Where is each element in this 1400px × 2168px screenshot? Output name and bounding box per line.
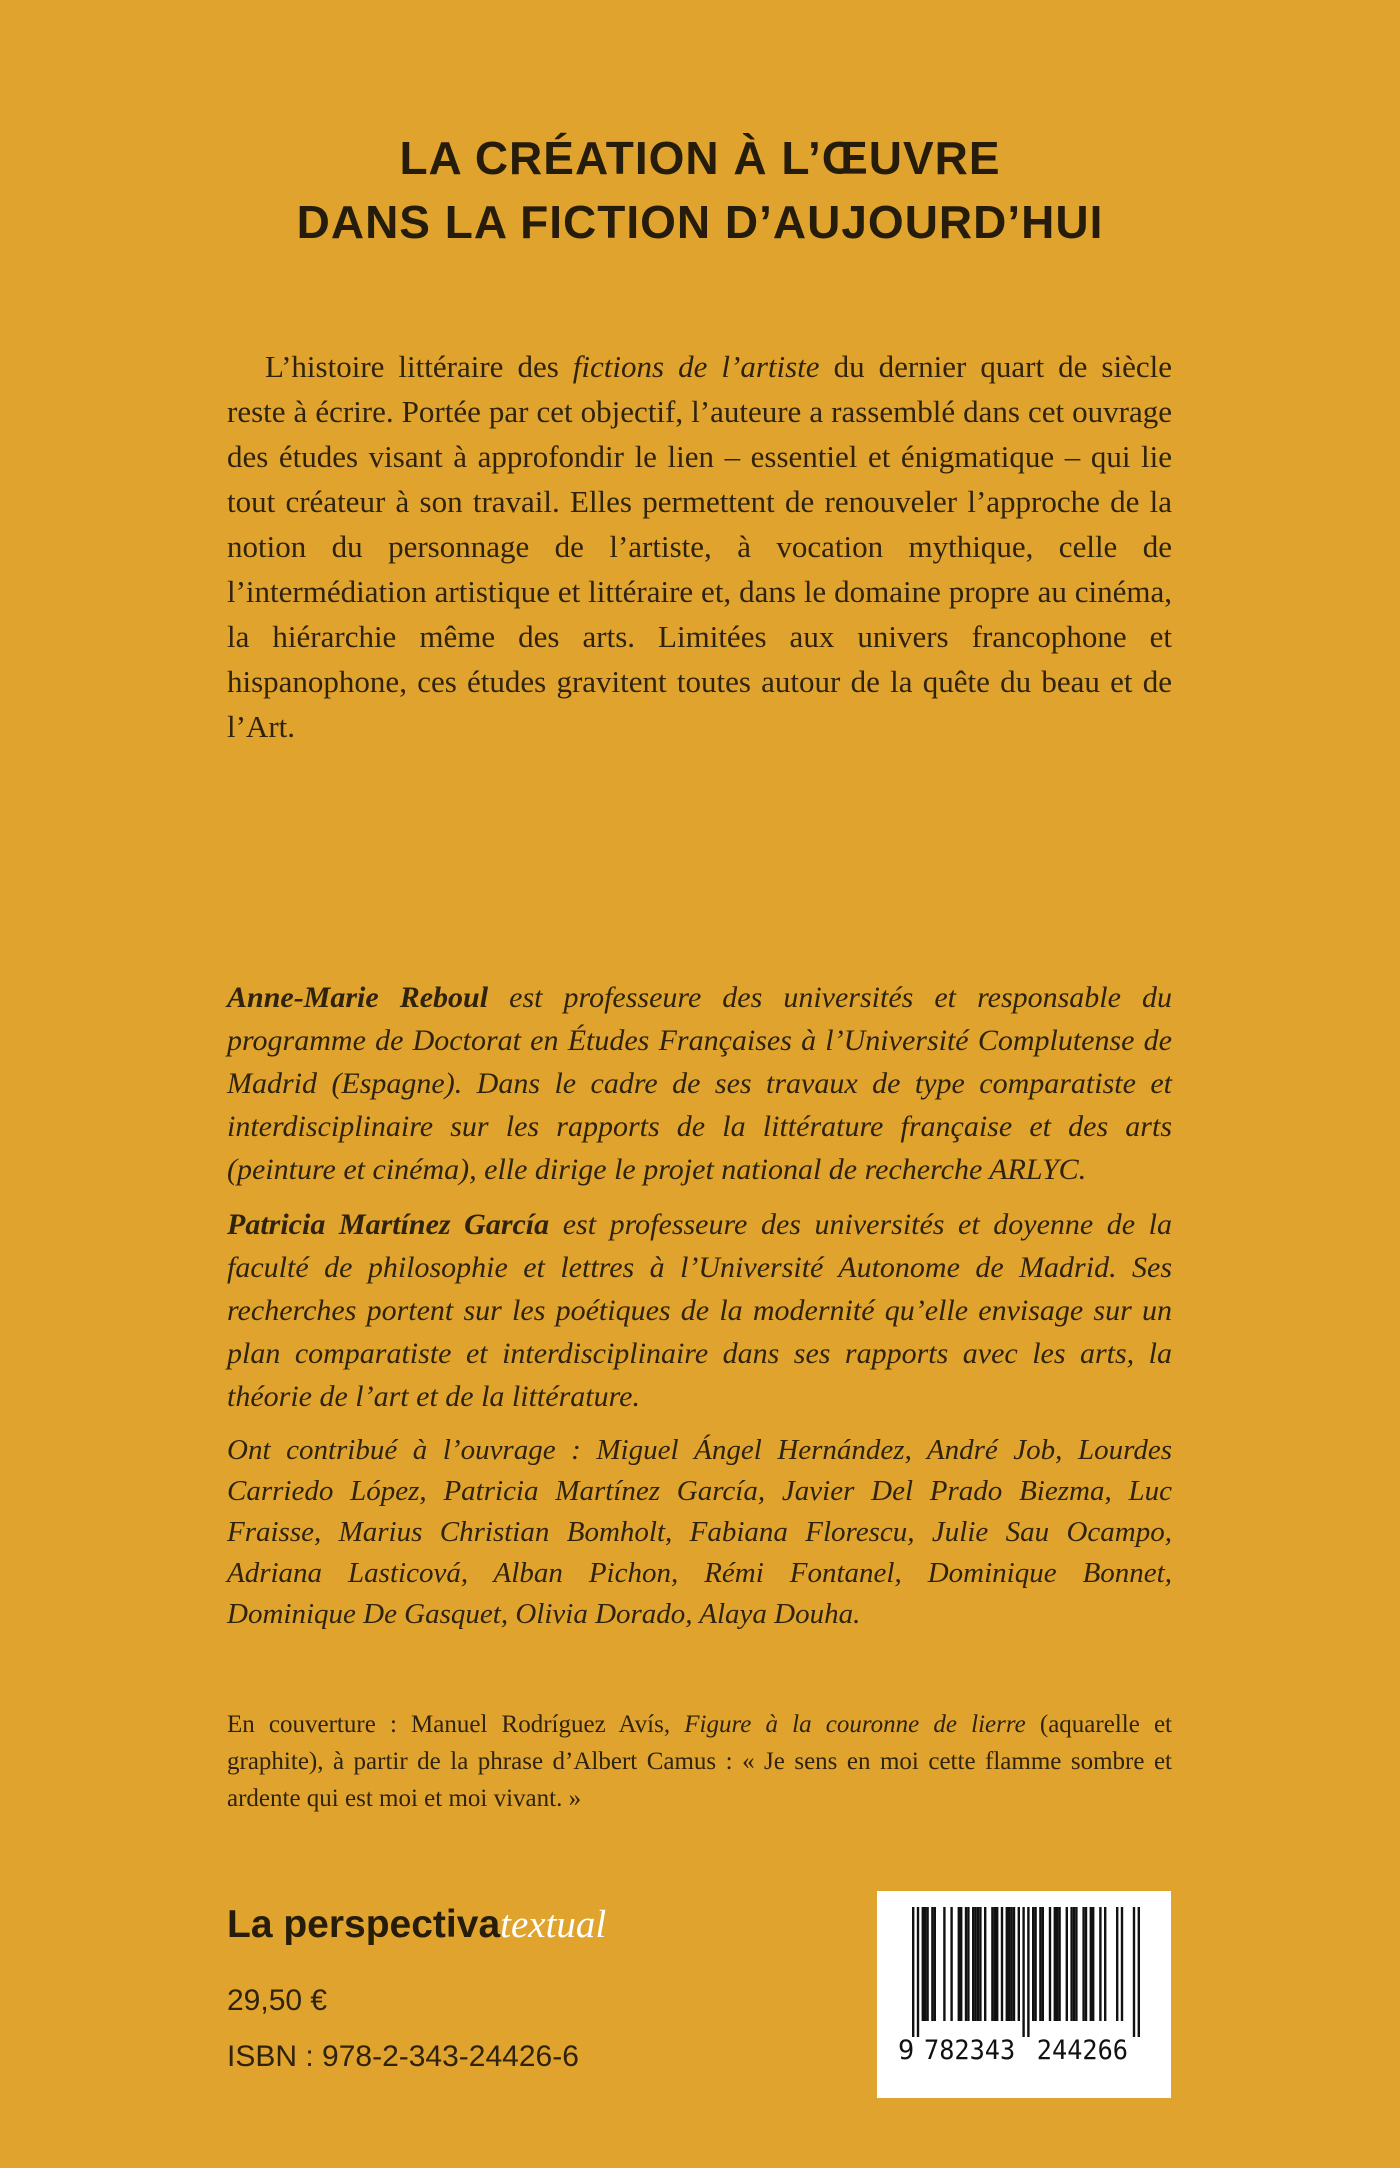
synopsis-paragraph <box>227 344 1172 749</box>
artwork-title: Figure à la couronne de lierre <box>684 1711 1026 1738</box>
author-bio-martinez-text: est professeure des universités et doyenne de la faculté de philosophie et lettres à l’Université Autonome de Madrid. Ses recherches portent sur les poétiques de la modernité qu’elle envisage sur un plan comparatiste et interdisciplinaire dans ses rapports avec les arts, la théorie de l’art et de la littérature. <box>227 1208 1172 1413</box>
author-bio-martinez <box>227 1203 1172 1418</box>
imprint-name-italic: textual <box>500 1903 607 1946</box>
price-label: 29,50 € <box>227 1984 328 2017</box>
author-name-reboul: Anne-Marie Reboul <box>227 981 489 1014</box>
imprint-logo <box>227 1903 606 1947</box>
isbn-label: ISBN : 978-2-343-24426-6 <box>227 2040 579 2073</box>
cover-credit-after: (aquarelle et graphite), à partir de la phrase d’Albert Camus : « Je sens en moi cette flamme sombre et ardente qui est moi et moi vivant. » <box>227 1711 1172 1812</box>
cover-credit-before: En couverture : Manuel Rodríguez Avís, <box>227 1711 685 1738</box>
book-title <box>0 126 1400 254</box>
author-bio-reboul-text: est professeure des universités et responsable du programme de Doctorat en Études Françaises à l’Université Complutense de Madrid (Espagne). Dans le cadre de ses travaux de type comparatiste et interdisciplinaire sur les rapports de la littérature française et des arts (peinture et cinéma), elle dirige le projet national de recherche ARLYC. <box>227 981 1172 1186</box>
author-bio-reboul <box>227 976 1172 1191</box>
book-title-line2: DANS LA FICTION D’AUJOURD’HUI <box>296 196 1104 248</box>
cover-credit <box>227 1706 1172 1817</box>
barcode-panel <box>877 1891 1171 2098</box>
contributors-lead: Ont contribué à l’ouvrage : <box>227 1434 597 1466</box>
author-name-martinez: Patricia Martínez García <box>227 1208 550 1241</box>
about-authors-section <box>227 976 1172 1635</box>
barcode-digits-right: 244266 <box>1036 2035 1128 2066</box>
contributors-paragraph <box>227 1430 1172 1635</box>
barcode-digits-left: 782343 <box>924 2035 1016 2066</box>
imprint-name-bold: La perspectiva <box>227 1903 501 1946</box>
contributors-names: Miguel Ángel Hernández, André Job, Lourdes Carriedo López, Patricia Martínez García, Javier Del Prado Biezma, Luc Fraisse, Marius Christian Bomholt, Fabiana Florescu, Julie Sau Ocampo, Adriana Lasticová, Alban Pichon, Rémi Fontanel, Dominique Bonnet, Dominique De Gasquet, Olivia Dorado, Alaya Douha. <box>227 1434 1172 1630</box>
synopsis-rest: du dernier quart de siècle reste à écrire. Portée par cet objectif, l’auteure a rassemblé dans cet ouvrage des études visant à approfondir le lien – essentiel et énigmatique – qui lie tout créateur à son travail. Elles permettent de renouveler l’approche de la notion du personnage de l’artiste, à vocation mythique, celle de l’intermédiation artistique et littéraire et, dans le domaine propre au cinéma, la hiérarchie même des arts. Limitées aux univers francophone et hispanophone, ces études gravitent toutes autour de la quête du beau et de l’Art. <box>227 349 1172 744</box>
synopsis-lead: L’histoire littéraire des <box>265 349 573 384</box>
synopsis-italic-phrase: fictions de l’artiste <box>572 349 820 384</box>
barcode-digit-first: 9 <box>898 2035 915 2066</box>
book-title-line1: LA CRÉATION À L’ŒUVRE <box>399 132 1001 184</box>
ean13-barcode <box>898 1907 1150 2069</box>
